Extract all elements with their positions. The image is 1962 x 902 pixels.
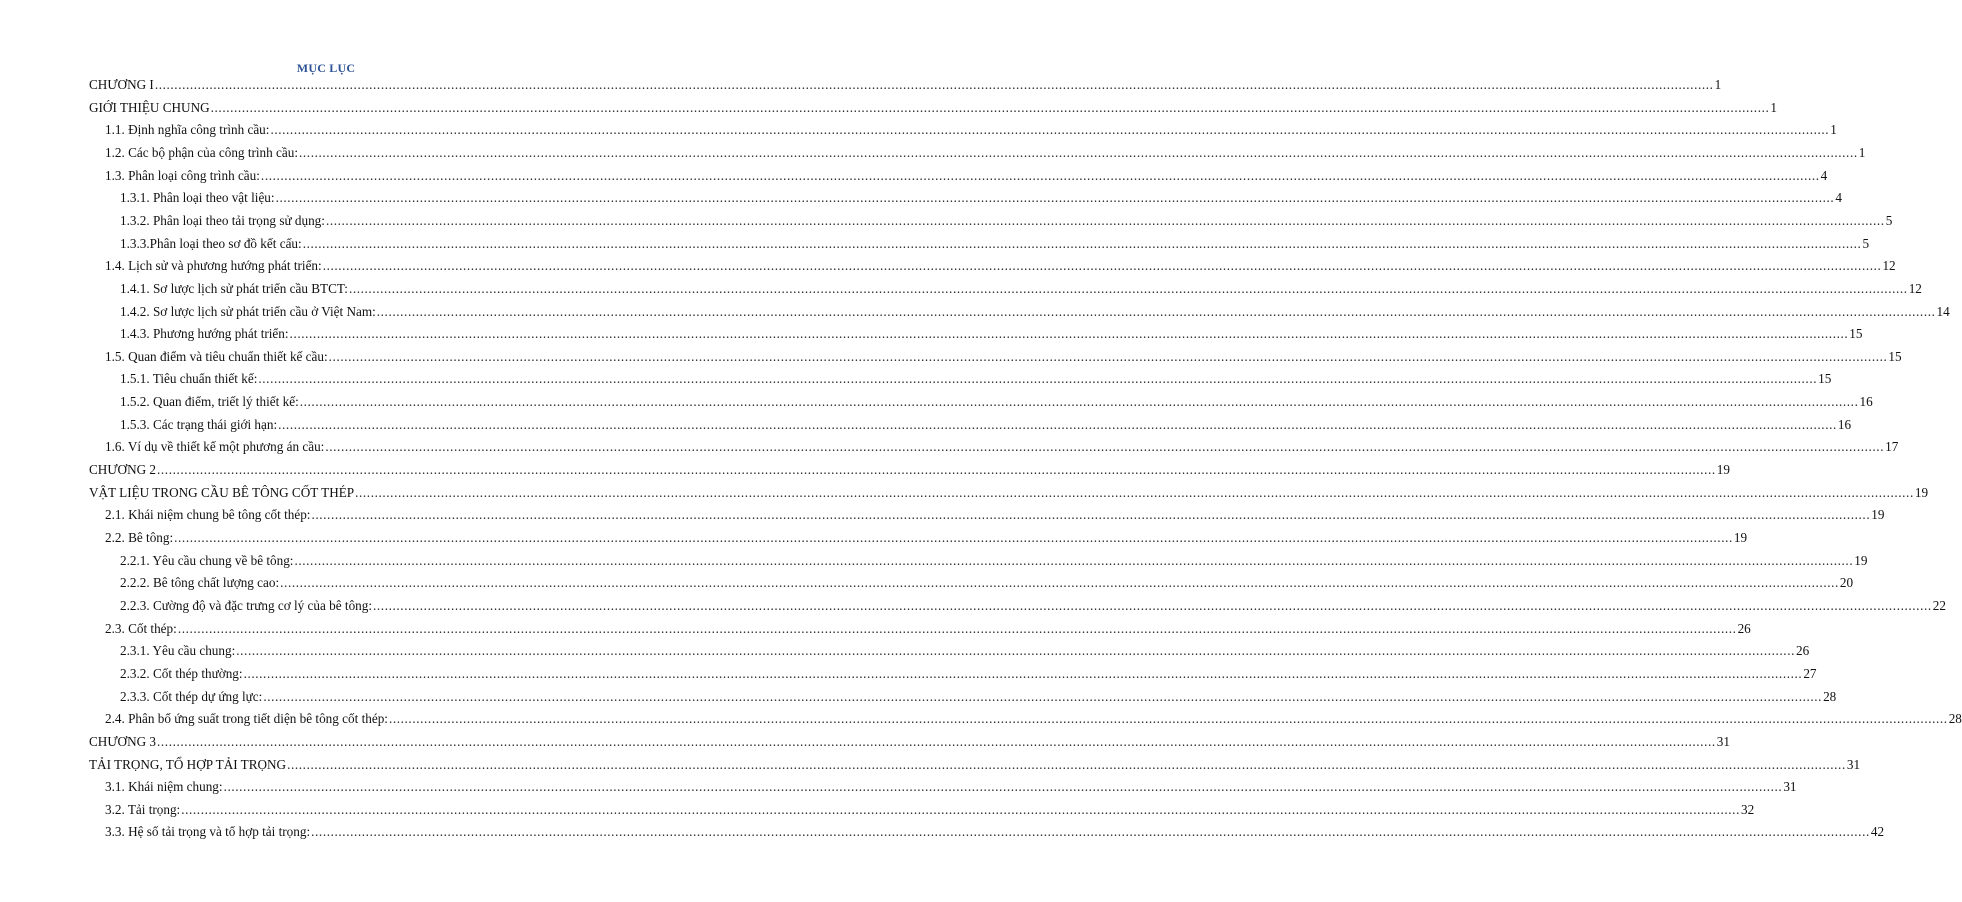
toc-entry[interactable] xyxy=(120,665,1817,683)
toc-page-number: 22 xyxy=(1932,597,1946,613)
toc-dot-leader: ................................................................................................................................................................................................................................................................................................................................................................................................................ xyxy=(223,779,1783,795)
toc-dot-leader: ................................................................................................................................................................................................................................................................................................................................................................................................................ xyxy=(278,416,1837,432)
toc-dot-leader: ................................................................................................................................................................................................................................................................................................................................................................................................................ xyxy=(210,99,1770,115)
toc-page-number: 14 xyxy=(1936,303,1950,319)
toc-page-number: 16 xyxy=(1837,416,1852,432)
toc-dot-leader: ................................................................................................................................................................................................................................................................................................................................................................................................................ xyxy=(388,711,1948,727)
toc-page-number: 31 xyxy=(1846,756,1861,772)
toc-page-number: 19 xyxy=(1854,552,1868,568)
toc-entry[interactable] xyxy=(105,348,1902,366)
toc-entry-label: CHƯƠNG 2 xyxy=(89,462,157,478)
toc-dot-leader: ................................................................................................................................................................................................................................................................................................................................................................................................................ xyxy=(373,597,1932,613)
toc-entry-label: 2.1. Khái niệm chung bê tông cốt thép: xyxy=(105,507,311,523)
toc-entry-label: 1.2. Các bộ phận của công trình cầu: xyxy=(105,144,298,160)
toc-page-number: 26 xyxy=(1796,643,1810,659)
toc-entry-label: GIỚI THIỆU CHUNG xyxy=(89,99,210,115)
toc-page-number: 19 xyxy=(1914,484,1929,500)
toc-entry[interactable] xyxy=(105,438,1899,456)
toc-entry-label: 2.3.1. Yêu cầu chung: xyxy=(120,643,236,659)
toc-page-number: 4 xyxy=(1820,167,1828,183)
toc-dot-leader: ................................................................................................................................................................................................................................................................................................................................................................................................................ xyxy=(154,77,1714,92)
toc-page-number: 5 xyxy=(1885,212,1893,228)
toc-dot-leader: ................................................................................................................................................................................................................................................................................................................................................................................................................ xyxy=(174,530,1733,545)
toc-dot-leader: ................................................................................................................................................................................................................................................................................................................................................................................................................ xyxy=(325,439,1885,455)
toc-dot-leader: ................................................................................................................................................................................................................................................................................................................................................................................................................ xyxy=(325,212,1885,228)
toc-entry-label: 2.2.2. Bê tông chất lượng cao: xyxy=(120,575,280,591)
toc-entry-label: 3.1. Khái niệm chung: xyxy=(105,779,223,795)
toc-page-number: 12 xyxy=(1882,258,1896,274)
toc-page-number: 1 xyxy=(1770,99,1777,115)
toc-entry-label: 1.3. Phân loại công trình cầu: xyxy=(105,167,260,183)
toc-title: MỤC LỤC xyxy=(296,61,356,75)
toc-page-number: 19 xyxy=(1716,462,1730,478)
toc-dot-leader: ................................................................................................................................................................................................................................................................................................................................................................................................................ xyxy=(280,575,1839,591)
toc-page-number: 19 xyxy=(1871,507,1885,523)
toc-entry-label: TẢI TRỌNG, TỔ HỢP TẢI TRỌNG xyxy=(89,756,287,772)
toc-page-number: 42 xyxy=(1870,824,1885,840)
toc-entry-label: 1.4. Lịch sử và phương hướng phát triển: xyxy=(105,258,322,274)
toc-entry-label: 1.5. Quan điểm và tiêu chuẩn thiết kế cầu: xyxy=(105,348,328,364)
toc-entry[interactable] xyxy=(105,801,1755,819)
toc-dot-leader: ................................................................................................................................................................................................................................................................................................................................................................................................................ xyxy=(299,144,1858,160)
toc-entry[interactable] xyxy=(89,484,1929,502)
toc-dot-leader: ................................................................................................................................................................................................................................................................................................................................................................................................................ xyxy=(258,371,1818,387)
toc-page-number: 4 xyxy=(1835,190,1842,206)
toc-dot-leader: ................................................................................................................................................................................................................................................................................................................................................................................................................ xyxy=(294,552,1854,568)
toc-dot-leader: ................................................................................................................................................................................................................................................................................................................................................................................................................ xyxy=(243,665,1803,681)
toc-dot-leader: ................................................................................................................................................................................................................................................................................................................................................................................................................ xyxy=(311,507,1871,523)
toc-entry-label: 1.4.3. Phương hướng phát triển: xyxy=(120,326,289,342)
toc-page-number: 15 xyxy=(1888,348,1902,364)
toc-page-number: 20 xyxy=(1839,575,1854,591)
toc-page-number: 28 xyxy=(1823,688,1837,704)
toc-entry[interactable] xyxy=(105,778,1797,796)
toc-entry[interactable] xyxy=(120,416,1852,434)
toc-entry-label: 3.3. Hệ số tải trọng và tổ hợp tải trọng: xyxy=(105,824,311,840)
toc-entry[interactable] xyxy=(105,529,1748,547)
toc-entry-label: 1.3.2. Phân loại theo tải trọng sử dụng: xyxy=(120,212,325,228)
toc-dot-leader: ................................................................................................................................................................................................................................................................................................................................................................................................................ xyxy=(287,756,1846,772)
toc-entry[interactable] xyxy=(120,370,1832,388)
toc-entry[interactable] xyxy=(105,167,1828,185)
toc-entry[interactable] xyxy=(120,303,1950,321)
toc-entry[interactable] xyxy=(120,642,1810,660)
toc-page-number: 27 xyxy=(1803,665,1817,681)
toc-entry[interactable] xyxy=(120,393,1873,411)
toc-entry-label: 1.3.3.Phân loại theo sơ đồ kết cấu: xyxy=(120,235,302,251)
toc-entry[interactable] xyxy=(105,710,1962,728)
toc-page-number: 32 xyxy=(1740,801,1755,817)
toc-dot-leader: ................................................................................................................................................................................................................................................................................................................................................................................................................ xyxy=(157,462,1716,478)
toc-entry-label: 1.4.2. Sơ lược lịch sử phát triển cầu ở Việt Nam: xyxy=(120,303,376,319)
toc-entry-label: CHƯƠNG I xyxy=(89,77,154,92)
toc-entry[interactable] xyxy=(105,121,1837,139)
toc-entry[interactable] xyxy=(120,552,1868,570)
toc-entry-label: 3.2. Tải trọng: xyxy=(105,801,181,817)
toc-page-number: 17 xyxy=(1885,439,1899,455)
toc-entry-label: 1.5.1. Tiêu chuẩn thiết kế: xyxy=(120,371,258,387)
toc-dot-leader: ................................................................................................................................................................................................................................................................................................................................................................................................................ xyxy=(270,122,1830,138)
toc-entry-label: 2.2. Bê tông: xyxy=(105,530,174,545)
toc-entry-label: VẬT LIỆU TRONG CẦU BÊ TÔNG CỐT THÉP xyxy=(89,484,355,500)
toc-page-number: 16 xyxy=(1859,394,1873,410)
toc-dot-leader: ................................................................................................................................................................................................................................................................................................................................................................................................................ xyxy=(157,733,1716,749)
toc-dot-leader: ................................................................................................................................................................................................................................................................................................................................................................................................................ xyxy=(177,620,1737,636)
toc-entry[interactable] xyxy=(120,325,1863,343)
toc-entry[interactable] xyxy=(105,823,1885,841)
toc-dot-leader: ................................................................................................................................................................................................................................................................................................................................................................................................................ xyxy=(348,280,1908,296)
toc-page-number: 5 xyxy=(1862,235,1870,251)
toc-entry[interactable] xyxy=(120,574,1854,592)
toc-entry[interactable] xyxy=(120,688,1837,706)
toc-dot-leader: ................................................................................................................................................................................................................................................................................................................................................................................................................ xyxy=(302,235,1862,251)
toc-entry[interactable] xyxy=(89,76,1722,94)
toc-dot-leader: ................................................................................................................................................................................................................................................................................................................................................................................................................ xyxy=(260,167,1820,183)
toc-page-number: 15 xyxy=(1818,371,1832,387)
toc-page-number: 12 xyxy=(1908,280,1922,296)
toc-dot-leader: ................................................................................................................................................................................................................................................................................................................................................................................................................ xyxy=(236,643,1795,659)
toc-dot-leader: ................................................................................................................................................................................................................................................................................................................................................................................................................ xyxy=(299,394,1859,410)
toc-page-number: 15 xyxy=(1849,326,1863,342)
toc-entry-label: 1.5.2. Quan điểm, triết lý thiết kế: xyxy=(120,394,299,410)
toc-entry-label: 2.3.3. Cốt thép dự ứng lực: xyxy=(120,688,263,704)
toc-entry-label: 2.2.1. Yêu cầu chung về bê tông: xyxy=(120,552,294,568)
toc-entry[interactable] xyxy=(120,597,1946,615)
toc-entry-label: 2.4. Phân bố ứng suất trong tiết diện bê tông cốt thép: xyxy=(105,711,388,727)
toc-page-number: 1 xyxy=(1858,144,1866,160)
toc-entry[interactable] xyxy=(120,189,1842,207)
toc-page-number: 1 xyxy=(1830,122,1837,138)
toc-dot-leader: ................................................................................................................................................................................................................................................................................................................................................................................................................ xyxy=(311,824,1870,840)
toc-entry[interactable] xyxy=(120,212,1893,230)
toc-entry-label: 1.5.3. Các trạng thái giới hạn: xyxy=(120,416,278,432)
toc-entry-label: CHƯƠNG 3 xyxy=(89,733,157,749)
toc-dot-leader: ................................................................................................................................................................................................................................................................................................................................................................................................................ xyxy=(376,303,1936,319)
toc-entry[interactable] xyxy=(105,620,1751,638)
toc-page-number: 31 xyxy=(1716,733,1730,749)
toc-entry-label: 2.3.2. Cốt thép thường: xyxy=(120,665,243,681)
toc-entry-label: 1.6. Ví dụ về thiết kế một phương án cầu: xyxy=(105,439,325,455)
toc-entry[interactable] xyxy=(120,280,1922,298)
toc-entry[interactable] xyxy=(89,461,1730,479)
toc-entry[interactable] xyxy=(89,756,1861,774)
toc-page-number: 1 xyxy=(1714,77,1722,92)
toc-dot-leader: ................................................................................................................................................................................................................................................................................................................................................................................................................ xyxy=(263,688,1823,704)
toc-dot-leader: ................................................................................................................................................................................................................................................................................................................................................................................................................ xyxy=(181,801,1740,817)
toc-dot-leader: ................................................................................................................................................................................................................................................................................................................................................................................................................ xyxy=(322,258,1882,274)
toc-entry-label: 1.1. Định nghĩa công trình cầu: xyxy=(105,122,270,138)
toc-entry-label: 1.4.1. Sơ lược lịch sử phát triển cầu BTCT: xyxy=(120,280,348,296)
toc-page-number: 31 xyxy=(1783,779,1797,795)
toc-page-number: 28 xyxy=(1948,711,1962,727)
toc-dot-leader: ................................................................................................................................................................................................................................................................................................................................................................................................................ xyxy=(355,484,1914,500)
toc-dot-leader: ................................................................................................................................................................................................................................................................................................................................................................................................................ xyxy=(275,190,1835,206)
toc-dot-leader: ................................................................................................................................................................................................................................................................................................................................................................................................................ xyxy=(289,326,1849,342)
toc-entry[interactable] xyxy=(105,506,1885,524)
toc-entry-label: 2.3. Cốt thép: xyxy=(105,620,177,636)
toc-entry-label: 1.3.1. Phân loại theo vật liệu: xyxy=(120,190,275,206)
toc-page-number: 19 xyxy=(1733,530,1748,545)
toc-entry[interactable] xyxy=(89,733,1730,751)
toc-entry-label: 2.2.3. Cường độ và đặc trưng cơ lý của bê tông: xyxy=(120,597,373,613)
toc-page-number: 26 xyxy=(1737,620,1751,636)
toc-entry[interactable] xyxy=(105,257,1896,275)
toc-entry[interactable] xyxy=(105,144,1866,162)
toc-entry[interactable] xyxy=(120,235,1870,253)
toc-dot-leader: ................................................................................................................................................................................................................................................................................................................................................................................................................ xyxy=(328,348,1888,364)
toc-entry[interactable] xyxy=(89,99,1777,117)
